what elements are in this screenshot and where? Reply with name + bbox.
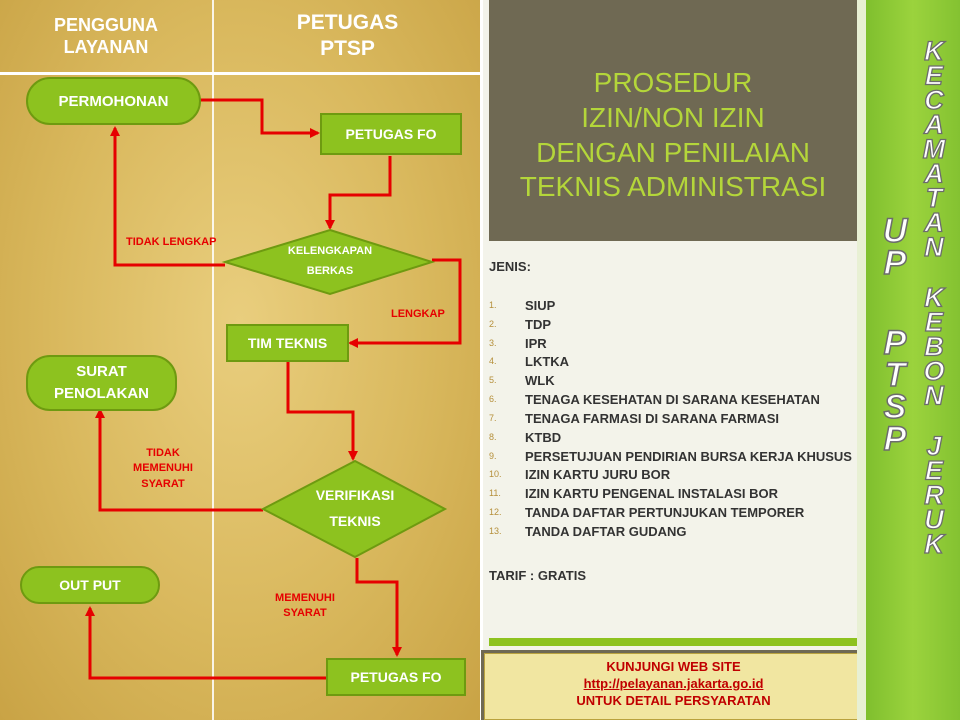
banner-letter: T — [884, 356, 906, 394]
jenis-item-number: 5. — [489, 375, 497, 386]
green-divider — [489, 638, 857, 646]
jenis-item-number: 11. — [489, 488, 501, 499]
jenis-item-number: 9. — [489, 450, 497, 461]
jenis-item-label: IZIN KARTU PENGENAL INSTALASI BOR — [525, 486, 779, 502]
banner-letter: E — [924, 307, 944, 337]
banner-letter: A — [924, 158, 944, 189]
verifikasi-label: VERIFIKASI TEKNIS — [315, 487, 395, 529]
label-tidak-lengkap: TIDAK LENGKAP — [126, 236, 217, 248]
footer-line3: UNTUK DETAIL PERSYARATAN — [576, 692, 771, 708]
jenis-item — [489, 298, 857, 313]
banner-letter: K — [924, 529, 944, 559]
banner-letter: R — [924, 480, 944, 510]
jenis-item-number: 1. — [489, 300, 497, 310]
panel-border — [480, 0, 483, 720]
jenis-item-label: IZIN KARTU JURU BOR — [525, 467, 671, 483]
side-separator — [857, 0, 866, 720]
node-petugas-fo-1: PETUGAS FO — [320, 113, 462, 155]
jenis-item-number: 4. — [489, 356, 497, 367]
jenis-item-number: 10. — [489, 469, 502, 480]
arrow-fo-to-kelengkapan — [330, 156, 390, 228]
banner-letter: C — [924, 85, 944, 115]
label-memenuhi: MEMENUHI SYARAT — [275, 592, 335, 620]
jenis-item-number: 12. — [489, 507, 502, 518]
banner-letter: U — [882, 212, 908, 250]
page-title: PROSEDUR IZIN/NON IZIN DENGAN PENILAIAN TEKNIS ADMINISTRASI — [519, 67, 827, 203]
jenis-item-label: WLK — [525, 373, 555, 389]
jenis-list — [489, 298, 857, 539]
banner-letter: A — [924, 109, 944, 140]
jenis-item — [489, 354, 857, 369]
jenis-item-label: SIUP — [525, 298, 556, 313]
jenis-item — [489, 411, 857, 426]
jenis-item-number: 3. — [489, 337, 497, 348]
jenis-item — [489, 524, 857, 539]
node-permohonan: PERMOHONAN — [26, 77, 201, 125]
jenis-item — [489, 430, 857, 445]
banner-letter: N — [924, 232, 944, 262]
node-petugas-fo-2: PETUGAS FO — [326, 658, 466, 696]
banner-letter: E — [924, 455, 944, 486]
footer-box — [484, 653, 863, 720]
jenis-item — [489, 373, 857, 388]
jenis-item-label: TANDA DAFTAR PERTUNJUKAN TEMPORER — [525, 505, 805, 521]
banner-letter: P — [883, 420, 907, 458]
banner-letter: K — [924, 36, 944, 66]
website-link[interactable]: http://pelayanan.jakarta.go.id — [583, 675, 764, 691]
banner-letter: P — [883, 244, 907, 282]
jenis-item-label: TENAGA KESEHATAN DI SARANA KESEHATAN — [525, 392, 820, 408]
jenis-item — [489, 505, 857, 520]
banner-letter: N — [924, 380, 944, 411]
jenis-item-label: TANDA DAFTAR GUDANG — [525, 523, 687, 539]
node-surat-penolakan: SURAT PENOLAKAN — [26, 355, 177, 411]
banner-letter: O — [923, 356, 945, 386]
jenis-item-number: 6. — [489, 394, 497, 405]
banner-letter: B — [924, 331, 944, 362]
arrow-tim-to-verifikasi — [288, 362, 353, 459]
jenis-item-label: PERSETUJUAN PENDIRIAN BURSA KERJA KHUSUS — [525, 448, 852, 464]
header-petugas-ptsp: PETUGAS PTSP — [296, 10, 399, 60]
jenis-item — [489, 317, 857, 332]
jenis-item-label: TENAGA FARMASI DI SARANA FARMASI — [525, 410, 779, 426]
header-pengguna-layanan: PENGGUNA LAYANAN — [53, 14, 158, 57]
footer — [481, 650, 866, 720]
jenis-item-label: LKTKA — [525, 354, 570, 370]
jenis-item — [489, 392, 857, 407]
jenis-item-label: TDP — [525, 316, 551, 332]
label-lengkap: LENGKAP — [391, 308, 445, 320]
jenis-item-label: IPR — [525, 335, 547, 351]
arrow-memenuhi — [357, 558, 397, 655]
banner-letter: P — [883, 324, 907, 362]
tarif-text: TARIF : GRATIS — [489, 568, 587, 584]
jenis-item-number: 2. — [489, 318, 497, 329]
jenis-item-number: 13. — [489, 525, 502, 536]
jenis-item — [489, 467, 857, 482]
node-tim-teknis: TIM TEKNIS — [226, 324, 349, 362]
jenis-item — [489, 486, 857, 501]
node-out-put: OUT PUT — [20, 566, 160, 604]
title-box — [489, 0, 857, 241]
banner-letter: A — [924, 207, 944, 238]
jenis-item — [489, 449, 857, 464]
label-tidak-memenuhi: TIDAK MEMENUHI SYARAT — [133, 447, 193, 490]
banner-letter: U — [924, 504, 944, 535]
jenis-item-label: KTBD — [525, 429, 562, 445]
banner-letter: J — [926, 431, 942, 461]
footer-line1: KUNJUNGI WEB SITE — [606, 659, 741, 674]
banner-letter: K — [924, 282, 944, 313]
jenis-item — [489, 336, 857, 351]
banner-letter: T — [925, 183, 943, 213]
info-panel — [489, 250, 857, 583]
banner-letter: E — [924, 60, 944, 91]
banner-letter: S — [883, 388, 907, 426]
side-banner-text — [866, 0, 960, 720]
arrow-permohonan-to-fo — [200, 100, 318, 133]
banner-letter: M — [922, 134, 946, 164]
jenis-item-number: 8. — [489, 431, 497, 442]
kelengkapan-label: KELENGKAPAN BERKAS — [287, 245, 373, 277]
jenis-label: JENIS: — [489, 259, 531, 274]
jenis-item-number: 7. — [489, 412, 497, 423]
